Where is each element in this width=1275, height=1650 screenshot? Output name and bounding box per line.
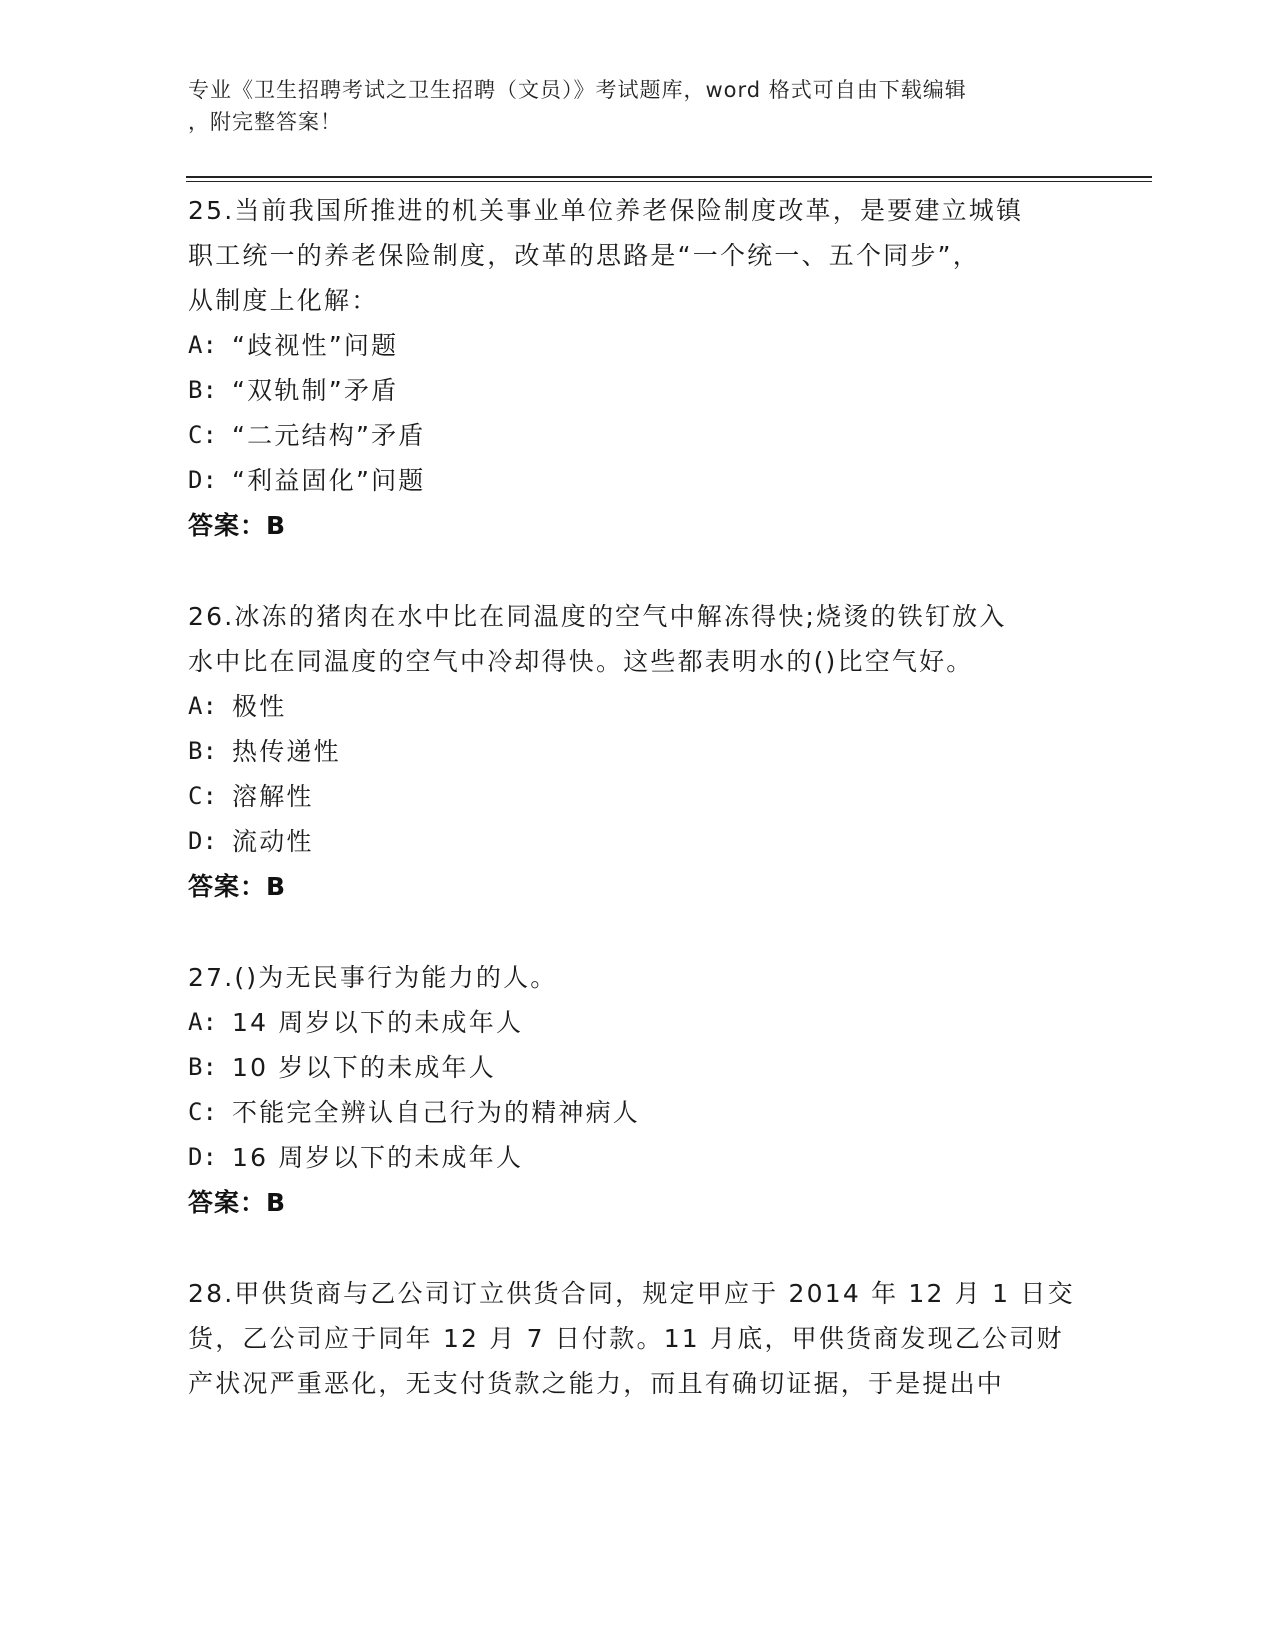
header-line-2: ，附完整答案！: [188, 110, 342, 134]
option-text: 10 岁以下的未成年人: [232, 1053, 496, 1082]
question-25: [188, 188, 1088, 548]
stem-line: 25.当前我国所推进的机关事业单位养老保险制度改革，是要建立城镇: [188, 196, 1024, 225]
option-text: 流动性: [232, 827, 314, 856]
option-text: “利益固化”问题: [232, 466, 426, 495]
stem-line: 职工统一的养老保险制度，改革的思路是“一个统一、五个同步”，: [188, 241, 980, 270]
option-list: [188, 323, 1088, 503]
option-c: [188, 413, 1088, 458]
stem-line: 27.()为无民事行为能力的人。: [188, 963, 558, 992]
option-letter: A:: [188, 692, 217, 720]
option-letter: D:: [188, 1143, 217, 1171]
option-letter: C:: [188, 782, 217, 810]
answer-line: 答案：B: [188, 511, 287, 540]
option-letter: C:: [188, 421, 217, 449]
question-stem: [188, 594, 1088, 684]
option-text: 极性: [232, 692, 287, 721]
option-text: “双轨制”矛盾: [232, 376, 399, 405]
option-c: [188, 1090, 1088, 1135]
option-a: [188, 1000, 1088, 1045]
question-stem: [188, 955, 1088, 1000]
option-letter: D:: [188, 827, 217, 855]
option-b: [188, 1045, 1088, 1090]
stem-line: 产状况严重恶化，无支付货款之能力，而且有确切证据，于是提出中: [188, 1369, 1005, 1398]
header-line-1: 专业《卫生招聘考试之卫生招聘（文员）》考试题库，word 格式可自由下载编辑: [188, 78, 967, 102]
question-stem: [188, 188, 1088, 323]
stem-line: 28.甲供货商与乙公司订立供货合同，规定甲应于 2014 年 12 月 1 日交: [188, 1279, 1075, 1308]
header-rule-thin: [186, 181, 1152, 182]
answer-line: 答案：B: [188, 1188, 287, 1217]
option-letter: B:: [188, 1053, 217, 1081]
option-letter: B:: [188, 376, 217, 404]
option-list: [188, 1000, 1088, 1180]
question-27: [188, 955, 1088, 1225]
stem-line: 26.冰冻的猪肉在水中比在同温度的空气中解冻得快;烧烫的铁钉放入: [188, 602, 1007, 631]
question-26: [188, 594, 1088, 909]
stem-line: 从制度上化解：: [188, 286, 379, 315]
stem-line: 水中比在同温度的空气中冷却得快。这些都表明水的()比空气好。: [188, 647, 974, 676]
option-d: [188, 458, 1088, 503]
option-text: “歧视性”问题: [232, 331, 399, 360]
option-d: [188, 819, 1088, 864]
header-rule-thick: [186, 176, 1152, 178]
option-text: 不能完全辨认自己行为的精神病人: [232, 1098, 641, 1127]
option-text: 热传递性: [232, 737, 341, 766]
document-header: [188, 74, 1088, 138]
option-c: [188, 774, 1088, 819]
option-b: [188, 729, 1088, 774]
option-a: [188, 684, 1088, 729]
option-list: [188, 684, 1088, 864]
option-letter: A:: [188, 331, 217, 359]
option-letter: A:: [188, 1008, 217, 1036]
option-text: 溶解性: [232, 782, 314, 811]
option-letter: B:: [188, 737, 217, 765]
option-d: [188, 1135, 1088, 1180]
option-text: “二元结构”矛盾: [232, 421, 426, 450]
question-28: [188, 1271, 1088, 1406]
option-a: [188, 323, 1088, 368]
option-letter: D:: [188, 466, 217, 494]
question-stem: [188, 1271, 1088, 1406]
option-text: 16 周岁以下的未成年人: [232, 1143, 524, 1172]
option-letter: C:: [188, 1098, 217, 1126]
option-text: 14 周岁以下的未成年人: [232, 1008, 524, 1037]
answer-line: 答案：B: [188, 872, 287, 901]
stem-line: 货，乙公司应于同年 12 月 7 日付款。11 月底，甲供货商发现乙公司财: [188, 1324, 1064, 1353]
question-list: [188, 188, 1088, 1452]
option-b: [188, 368, 1088, 413]
